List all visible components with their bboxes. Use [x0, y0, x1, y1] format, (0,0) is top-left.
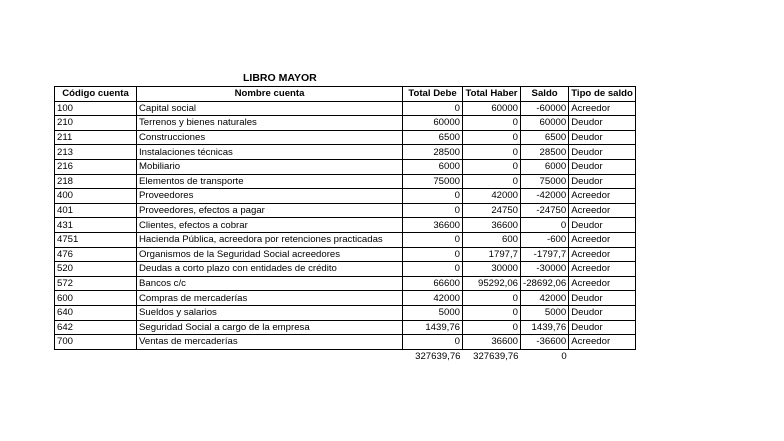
cell-saldo: 6000	[521, 159, 569, 174]
cell-debe: 0	[403, 262, 463, 277]
cell-name: Instalaciones técnicas	[137, 145, 403, 160]
totals-empty-code	[55, 349, 137, 363]
cell-code: 431	[55, 218, 137, 233]
total-saldo: 0	[561, 350, 567, 362]
table-row	[55, 174, 636, 189]
header-saldo: Saldo	[521, 87, 569, 102]
totals-empty-name	[137, 349, 403, 363]
cell-code: 520	[55, 262, 137, 277]
cell-name: Construcciones	[137, 130, 403, 145]
header-haber: Total Haber	[463, 87, 521, 102]
cell-code: 4751	[55, 232, 137, 247]
cell-haber: 1797,7	[463, 247, 521, 262]
cell-haber: 0	[463, 116, 521, 131]
table-row	[55, 116, 636, 131]
cell-saldo: -600	[521, 232, 569, 247]
cell-name: Bancos c/c	[137, 276, 403, 291]
table-row	[55, 320, 636, 335]
cell-name: Seguridad Social a cargo de la empresa	[137, 320, 403, 335]
cell-saldo: 60000	[521, 116, 569, 131]
cell-name: Organismos de la Seguridad Social acreedores	[137, 247, 403, 262]
cell-tipo: Acreedor	[569, 101, 636, 116]
cell-debe: 75000	[403, 174, 463, 189]
header-row	[55, 87, 636, 102]
cell-name: Elementos de transporte	[137, 174, 403, 189]
cell-haber: 0	[463, 159, 521, 174]
cell-saldo: 28500	[521, 145, 569, 160]
cell-tipo: Deudor	[569, 305, 636, 320]
cell-saldo: 42000	[521, 291, 569, 306]
cell-haber: 30000	[463, 262, 521, 277]
cell-debe: 6000	[403, 159, 463, 174]
cell-tipo: Deudor	[569, 116, 636, 131]
cell-code: 476	[55, 247, 137, 262]
cell-code: 642	[55, 320, 137, 335]
cell-haber: 60000	[463, 101, 521, 116]
cell-saldo: -24750	[521, 203, 569, 218]
cell-debe: 0	[403, 335, 463, 350]
cell-debe: 42000	[403, 291, 463, 306]
cell-tipo: Acreedor	[569, 203, 636, 218]
cell-tipo: Acreedor	[569, 262, 636, 277]
ledger-body	[55, 101, 636, 349]
cell-code: 210	[55, 116, 137, 131]
totals-empty-tipo	[569, 349, 636, 363]
cell-debe: 0	[403, 232, 463, 247]
cell-code: 400	[55, 189, 137, 204]
total-debe: 327639,76	[415, 350, 461, 362]
cell-debe: 5000	[403, 305, 463, 320]
header-debe: Total Debe	[403, 87, 463, 102]
cell-saldo: -30000	[521, 262, 569, 277]
cell-debe: 0	[403, 189, 463, 204]
cell-debe: 28500	[403, 145, 463, 160]
table-row	[55, 101, 636, 116]
totals-row	[55, 349, 636, 363]
cell-tipo: Deudor	[569, 145, 636, 160]
cell-tipo: Acreedor	[569, 276, 636, 291]
cell-haber: 0	[463, 130, 521, 145]
cell-haber: 0	[463, 291, 521, 306]
table-row	[55, 262, 636, 277]
table-row	[55, 218, 636, 233]
cell-saldo: 1439,76	[521, 320, 569, 335]
ledger-title: LIBRO MAYOR	[243, 72, 317, 84]
cell-haber: 0	[463, 320, 521, 335]
cell-debe: 0	[403, 203, 463, 218]
cell-code: 216	[55, 159, 137, 174]
cell-haber: 0	[463, 305, 521, 320]
cell-tipo: Deudor	[569, 159, 636, 174]
cell-tipo: Deudor	[569, 174, 636, 189]
cell-saldo: -1797,7	[521, 247, 569, 262]
cell-debe: 36600	[403, 218, 463, 233]
cell-tipo: Deudor	[569, 320, 636, 335]
cell-tipo: Acreedor	[569, 189, 636, 204]
cell-debe: 6500	[403, 130, 463, 145]
cell-tipo: Acreedor	[569, 247, 636, 262]
cell-code: 100	[55, 101, 137, 116]
table-row	[55, 247, 636, 262]
cell-haber: 36600	[463, 335, 521, 350]
cell-name: Proveedores	[137, 189, 403, 204]
table-row	[55, 189, 636, 204]
table-row	[55, 291, 636, 306]
total-haber: 327639,76	[473, 350, 519, 362]
cell-code: 600	[55, 291, 137, 306]
cell-name: Mobiliario	[137, 159, 403, 174]
cell-saldo: 75000	[521, 174, 569, 189]
cell-haber: 36600	[463, 218, 521, 233]
cell-saldo: 5000	[521, 305, 569, 320]
cell-code: 572	[55, 276, 137, 291]
cell-code: 218	[55, 174, 137, 189]
table-row	[55, 232, 636, 247]
cell-name: Hacienda Pública, acreedora por retenciones practicadas	[137, 232, 403, 247]
cell-saldo: -60000	[521, 101, 569, 116]
cell-tipo: Acreedor	[569, 232, 636, 247]
table-row	[55, 276, 636, 291]
cell-saldo: 6500	[521, 130, 569, 145]
cell-haber: 24750	[463, 203, 521, 218]
cell-haber: 42000	[463, 189, 521, 204]
cell-code: 213	[55, 145, 137, 160]
cell-code: 401	[55, 203, 137, 218]
cell-debe: 0	[403, 247, 463, 262]
cell-name: Deudas a corto plazo con entidades de crédito	[137, 262, 403, 277]
cell-tipo: Deudor	[569, 218, 636, 233]
cell-tipo: Acreedor	[569, 335, 636, 350]
cell-name: Capital social	[137, 101, 403, 116]
cell-saldo: -42000	[521, 189, 569, 204]
cell-name: Terrenos y bienes naturales	[137, 116, 403, 131]
cell-tipo: Deudor	[569, 291, 636, 306]
cell-name: Compras de mercaderías	[137, 291, 403, 306]
cell-code: 700	[55, 335, 137, 350]
cell-code: 211	[55, 130, 137, 145]
cell-saldo: -36600	[521, 335, 569, 350]
header-code: Código cuenta	[55, 87, 137, 102]
cell-haber: 95292,06	[463, 276, 521, 291]
cell-name: Ventas de mercaderías	[137, 335, 403, 350]
cell-name: Proveedores, efectos a pagar	[137, 203, 403, 218]
ledger-table	[54, 86, 636, 363]
cell-haber: 600	[463, 232, 521, 247]
table-row	[55, 305, 636, 320]
cell-name: Clientes, efectos a cobrar	[137, 218, 403, 233]
cell-code: 640	[55, 305, 137, 320]
header-tipo: Tipo de saldo	[569, 87, 636, 102]
cell-debe: 60000	[403, 116, 463, 131]
table-row	[55, 335, 636, 350]
cell-debe: 1439,76	[403, 320, 463, 335]
cell-haber: 0	[463, 174, 521, 189]
cell-haber: 0	[463, 145, 521, 160]
table-row	[55, 130, 636, 145]
cell-debe: 0	[403, 101, 463, 116]
table-row	[55, 203, 636, 218]
cell-saldo: 0	[521, 218, 569, 233]
cell-saldo: -28692,06	[521, 276, 569, 291]
cell-tipo: Deudor	[569, 130, 636, 145]
header-name: Nombre cuenta	[137, 87, 403, 102]
cell-debe: 66600	[403, 276, 463, 291]
cell-name: Sueldos y salarios	[137, 305, 403, 320]
table-row	[55, 145, 636, 160]
table-row	[55, 159, 636, 174]
